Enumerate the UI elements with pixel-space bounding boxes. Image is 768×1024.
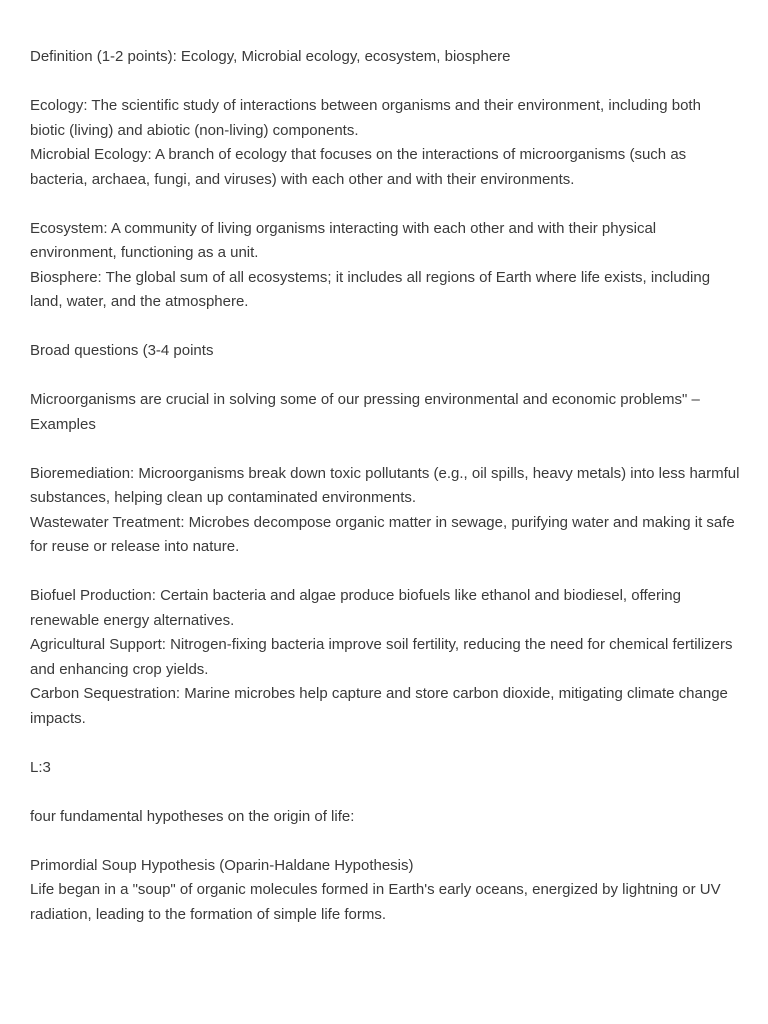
- agricultural-example: Agricultural Support: Nitrogen-fixing bacteria improve soil fertility, reducing the need for chemical fertilizers and enhancing crop yields.: [30, 636, 733, 678]
- biofuel-example: Biofuel Production: Certain bacteria and algae produce biofuels like ethanol and biodiesel, offering renewable energy alternatives.: [30, 587, 681, 629]
- primordial-soup-description: Life began in a "soup" of organic molecules formed in Earth's early oceans, energized by lightning or UV radiation, leading to the formation of simple life forms.: [30, 881, 721, 923]
- broad-questions-heading: Broad questions (3-4 points: [30, 342, 214, 359]
- ecology-definitions: [30, 94, 740, 192]
- examples-group-2: [30, 584, 740, 731]
- primordial-soup-title: Primordial Soup Hypothesis (Oparin-Haldane Hypothesis): [30, 856, 414, 874]
- definition-heading: Definition (1-2 points): Ecology, Microbial ecology, ecosystem, biosphere: [30, 48, 511, 65]
- ecosystem-definition: Ecosystem: A community of living organisms interacting with each other and with their physical environment, functioning as a unit.: [30, 219, 657, 261]
- bioremediation-example: Bioremediation: Microorganisms break down toxic pollutants (e.g., oil spills, heavy metals) into less harmful substances, helping clean up contaminated environments.: [30, 464, 740, 506]
- biosphere-definition: Biosphere: The global sum of all ecosystems; it includes all regions of Earth where life exists, including land, water, and the atmosphere.: [30, 268, 711, 310]
- hypotheses-heading: four fundamental hypotheses on the origin of life:: [30, 807, 355, 825]
- lecture-label: L:3: [30, 758, 51, 776]
- ecology-definition: Ecology: The scientific study of interactions between organisms and their environment, including both biotic (living) and abiotic (non-living) components.: [30, 97, 701, 139]
- microbial-ecology-definition: Microbial Ecology: A branch of ecology that focuses on the interactions of microorganisms (such as bacteria, archaea, fungi, and viruses) with each other and with their environments.: [30, 146, 687, 188]
- primordial-soup-section: [30, 854, 740, 928]
- carbon-sequestration-example: Carbon Sequestration: Marine microbes help capture and store carbon dioxide, mitigating climate change impacts.: [30, 685, 728, 727]
- microorganisms-question: Microorganisms are crucial in solving some of our pressing environmental and economic problems" – Examples: [30, 391, 700, 433]
- wastewater-example: Wastewater Treatment: Microbes decompose organic matter in sewage, purifying water and making it safe for reuse or release into nature.: [30, 513, 735, 555]
- ecosystem-definitions: [30, 217, 740, 315]
- examples-group-1: [30, 462, 740, 560]
